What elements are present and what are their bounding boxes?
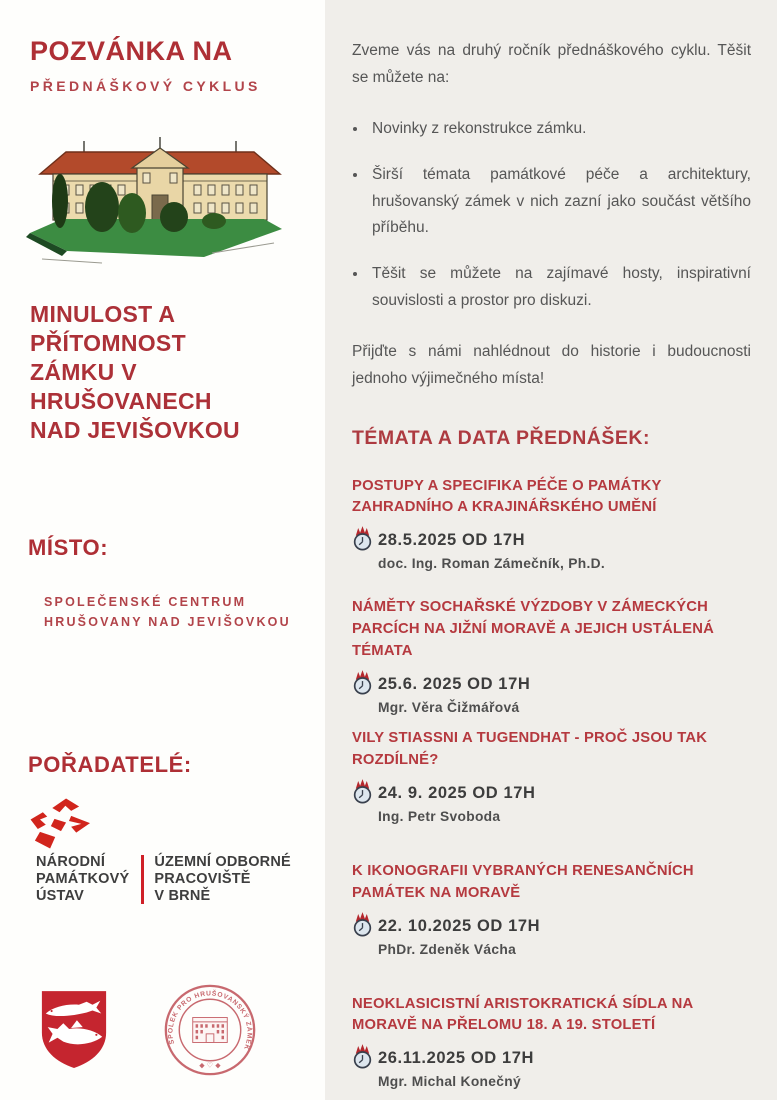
place-value: SPOLEČENSKÉ CENTRUM HRUŠOVANY NAD JEVIŠOVKOU xyxy=(44,595,291,630)
series-title: MINULOST A PŘÍTOMNOST ZÁMKU V HRUŠOVANECH NAD JEVIŠOVKOU xyxy=(30,301,240,443)
left-column xyxy=(0,0,325,1100)
lecture-date: 24. 9. 2025 OD 17H xyxy=(378,783,536,802)
lecture-entry xyxy=(352,728,751,824)
npu-branch-line: V BRNĚ xyxy=(154,888,211,905)
place-label: MÍSTO: xyxy=(28,535,109,560)
lecture-title: NÁMĚTY SOCHAŘSKÉ VÝZDOBY V ZÁMECKÝCH PARCÍCH NA JIŽNÍ MORAVĚ A JEJICH USTÁLENÁ TÉMATA xyxy=(352,599,714,660)
bottom-logos xyxy=(38,982,258,1078)
schedule-heading: TÉMATA A DATA PŘEDNÁŠEK: xyxy=(352,426,650,449)
intro-text: Zveme vás na druhý ročník přednáškového cyklu. Těšit se můžete na: xyxy=(352,42,751,86)
npu-name-line: ÚSTAV xyxy=(36,888,84,905)
npu-divider xyxy=(141,855,144,904)
lecture-date-row xyxy=(352,782,751,805)
highlights-list xyxy=(368,116,751,314)
lecture-title: VILY STIASSNI A TUGENDHAT - PROČ JSOU TAK ROZDÍLNÉ? xyxy=(352,730,708,768)
lecture-speaker: doc. Ing. Roman Zámečník, Ph.D. xyxy=(378,556,606,572)
lecture-entry xyxy=(352,476,751,572)
brand-header xyxy=(30,36,261,94)
lecture-date-row xyxy=(352,915,751,938)
poster-subtitle: PŘEDNÁŠKOVÝ CYKLUS xyxy=(30,78,261,94)
spolek-seal-icon xyxy=(162,982,258,1078)
npu-text xyxy=(36,854,298,905)
list-item: • Širší témata památkové péče a architektury, hrušovanský zámek v nich zazní jako součást většího příběhu. xyxy=(368,162,751,242)
list-item: • Novinky z rekonstrukce zámku. xyxy=(368,116,751,143)
seal-bottom-glyphs: ◆ ♡ ◆ xyxy=(199,1060,221,1070)
poster-title: POZVÁNKA NA xyxy=(30,36,233,66)
npu-branch xyxy=(154,854,291,905)
npu-mark-icon xyxy=(20,792,102,850)
lecture-date: 25.6. 2025 OD 17H xyxy=(378,675,531,694)
lecture-title: POSTUPY A SPECIFIKA PÉČE O PAMÁTKY ZAHRADNÍHO A KRAJINÁŘSKÉHO UMĚNÍ xyxy=(352,477,662,516)
lecture-speaker: Mgr. Michal Konečný xyxy=(378,1074,521,1090)
right-column xyxy=(325,0,777,1100)
npu-logo xyxy=(18,792,298,905)
seal-ring-text: SPOLEK PRO HRUŠOVANSKÝ ZÁMEK xyxy=(167,990,253,1052)
npu-name-line: PAMÁTKOVÝ xyxy=(36,871,130,888)
lecture-list xyxy=(352,476,751,1090)
lecture-entry xyxy=(352,861,751,957)
castle-illustration xyxy=(12,135,308,267)
lecture-date: 22. 10.2025 OD 17H xyxy=(378,916,541,935)
lecture-date-row xyxy=(352,1047,751,1070)
alarm-clock-icon xyxy=(352,911,373,938)
castle-drawing-icon xyxy=(12,135,308,267)
lecture-title: K IKONOGRAFII VYBRANÝCH RENESANČNÍCH PAMÁTEK NA MORAVĚ xyxy=(352,862,694,901)
alarm-clock-icon xyxy=(352,1043,373,1070)
npu-branch-line: ÚZEMNÍ ODBORNÉ xyxy=(154,854,291,870)
organizers-label: POŘADATELÉ: xyxy=(28,752,192,777)
lecture-speaker: Mgr. Věra Čižmářová xyxy=(378,700,520,716)
town-coat-of-arms-icon xyxy=(38,987,110,1073)
lecture-speaker: Ing. Petr Svoboda xyxy=(378,808,501,824)
lecture-date-row xyxy=(352,529,751,552)
outro-text: Přijďte s námi nahlédnout do historie i budoucnosti jednoho výjimečného místa! xyxy=(352,343,751,387)
lecture-entry xyxy=(352,597,751,715)
lecture-speaker: PhDr. Zdeněk Vácha xyxy=(378,941,517,957)
list-item: • Těšit se můžete na zajímavé hosty, inspirativní souvislosti a prostor pro diskuzi. xyxy=(368,261,751,314)
alarm-clock-icon xyxy=(352,525,373,552)
lecture-date-row xyxy=(352,673,751,696)
lecture-date: 28.5.2025 OD 17H xyxy=(378,531,526,550)
alarm-clock-icon xyxy=(352,669,373,696)
alarm-clock-icon xyxy=(352,778,373,805)
npu-name xyxy=(36,854,129,905)
npu-branch-line: PRACOVIŠTĚ xyxy=(154,871,251,888)
npu-name-line: NÁRODNÍ xyxy=(36,854,106,870)
lecture-entry xyxy=(352,994,751,1090)
lecture-title: NEOKLASICISTNÍ ARISTOKRATICKÁ SÍDLA NA MORAVĚ NA PŘELOMU 18. A 19. STOLETÍ xyxy=(352,995,693,1034)
lecture-date: 26.11.2025 OD 17H xyxy=(378,1049,535,1068)
